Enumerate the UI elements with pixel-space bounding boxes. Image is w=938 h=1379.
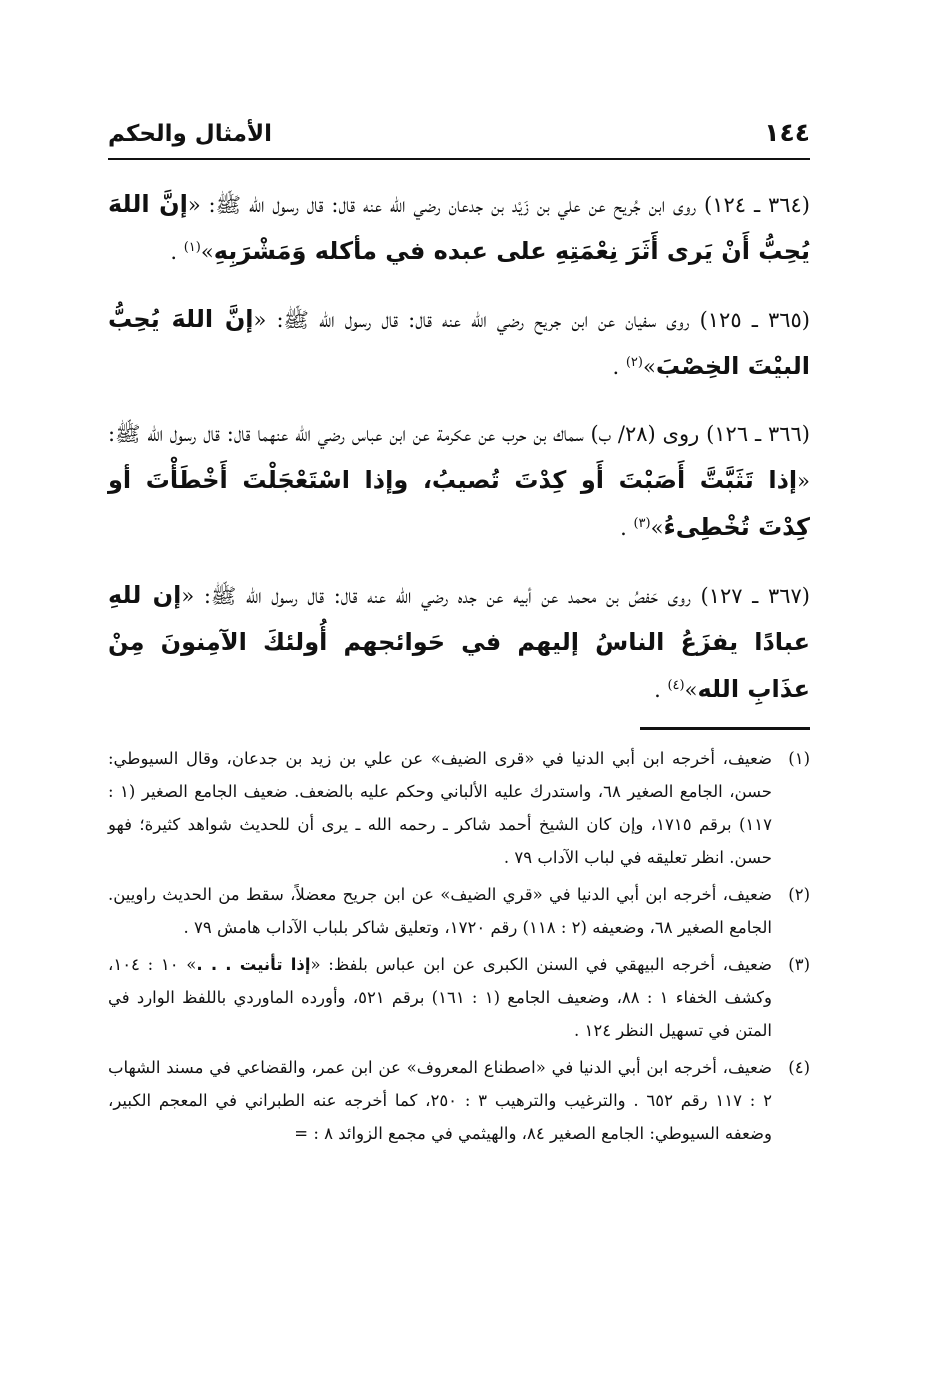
entry-end: . bbox=[612, 355, 626, 379]
footnote-quoted-text: إذا تأنيت . . . bbox=[196, 955, 311, 974]
footnote-text: ضعيف، أخرجه ابن أبي الدنيا في «قرى الضيف» عن علي بن زيد بن جدعان، وقال السيوطي: حسن، الجامع الصغير ٦٨، واستدرك عليه الألباني وحكم عليه بالضعف. ضعيف الجامع الصغير (١ : ١١٧) برقم ١٧١٥، وإن كان الشيخ أحمد شاكر ـ رحمه الله ـ يرى أن للحديث شواهد كثيرة؛ فهو حسن. انظر تعليقه في لباب الآداب ٧٩ . bbox=[108, 749, 773, 867]
page-number: ١٤٤ bbox=[764, 118, 810, 147]
footnote bbox=[108, 742, 810, 874]
hadith-entry bbox=[108, 572, 810, 713]
footnotes bbox=[108, 742, 810, 1150]
entry-intro: (٣٦٤ ـ ١٢٤) روى ابن جُريح عن علي بن زَيْد بن جدعان رضي الله عنه قال: قال رسول الله ﷺ: « bbox=[187, 193, 810, 217]
hadith-text: إذا تَثَبَّتَّ أَصَبْتَ أَو كِدْتَ تُصيبُ، وإذا اسْتَعْجَلْتَ أَخْطَأْتَ أو كِدْتَ تُخْطِىءُ bbox=[108, 466, 810, 541]
footnote-ref[interactable]: (٤) bbox=[667, 678, 685, 693]
footnote-text: ضعيف، أخرجه ابن أبي الدنيا في «قري الضيف» عن ابن جريح معضلاً، سقط من الحديث راويين. الجامع الصغير ٦٨، وضعيفه (٢ : ١١٨) رقم ١٧٢٠، وتعليق شاكر بلباب الآداب هامش ٧٩ . bbox=[108, 885, 772, 937]
hadith-text: إن للهِ عبادًا يفزَعُ الناسُ إليهم في حَوائجهم أُولئكَ الآمِنونَ مِنْ عذَابِ الله bbox=[108, 581, 810, 703]
footnote-ref[interactable]: (٣) bbox=[633, 516, 651, 531]
book-page bbox=[108, 118, 810, 1154]
entry-end: . bbox=[654, 678, 668, 702]
footnote-number: (٤) bbox=[788, 1058, 810, 1077]
hadith-text: إنَّ اللهَ يُحِبُّ البيْتَ الخِصْبَ bbox=[108, 305, 810, 380]
footnote bbox=[108, 948, 810, 1047]
quote-close: » bbox=[200, 240, 214, 264]
entry-end: . bbox=[620, 516, 634, 540]
footnote-number: (٣) bbox=[788, 955, 810, 974]
footnote-text bbox=[108, 948, 772, 1047]
footnote bbox=[108, 1051, 810, 1150]
quote-close: » bbox=[650, 516, 664, 540]
footnote-text-start: ضعيف، أخرجه البيهقي في السنن الكبرى عن ابن عباس بلفظ: « bbox=[310, 955, 772, 974]
footnote bbox=[108, 878, 810, 944]
page-header bbox=[108, 118, 810, 160]
entry-intro: (٣٦٦ ـ ١٢٦) روى (٢٨/ ب) سماك بن حرب عن عكرمة عن ابن عباس رضي الله عنهما قال: قال رسول الله ﷺ: « bbox=[108, 422, 810, 493]
main-text bbox=[108, 181, 810, 713]
running-title: الأمثال والحكم bbox=[108, 121, 273, 147]
entry-end: . bbox=[170, 240, 184, 264]
footnote-ref[interactable]: (٢) bbox=[625, 355, 643, 370]
hadith-entry bbox=[108, 296, 810, 390]
hadith-entry bbox=[108, 181, 810, 275]
hadith-entry bbox=[108, 411, 810, 551]
entry-intro: (٣٦٧ ـ ١٢٧) روى حَفصُ بن محمد عن أبيه عن جده رضي الله عنه قال: قال رسول الله ﷺ: « bbox=[181, 584, 810, 608]
footnote-ref[interactable]: (١) bbox=[183, 240, 201, 255]
quote-close: » bbox=[684, 678, 698, 702]
hadith-text: إنَّ اللهَ يُحِبُّ أَنْ يَرى أَثَرَ نِعْمَتِهِ على عبده في مأكله وَمَشْرَبِهِ bbox=[108, 190, 810, 265]
footnote-divider bbox=[640, 727, 810, 730]
footnote-text-end: » ١٠ : ١٠٤، وكشف الخفاء ١ : ٨٨، وضعيف الجامع (١ : ١٦١) برقم ٥٢١، وأورده الماوردي باللفظ الوارد في المتن في تسهيل النظر ١٢٤ . bbox=[108, 955, 772, 1040]
footnote-text: ضعيف، أخرجه ابن أبي الدنيا في «اصطناع المعروف» عن ابن عمر، والقضاعي في مسند الشهاب ٢ : ١١٧ رقم ٦٥٢ . والترغيب والترهيب ٣ : ٢٥٠، كما أخرجه عنه الطبراني في المعجم الكبير، وضعفه السيوطي: الجامع الصغير ٨٤، والهيثمي في مجمع الزوائد ٨ : = bbox=[108, 1058, 773, 1143]
footnote-number: (١) bbox=[788, 749, 810, 768]
quote-close: » bbox=[642, 355, 656, 379]
entry-intro: (٣٦٥ ـ ١٢٥) روى سفيان عن ابن جريح رضي الله عنه قال: قال رسول الله ﷺ: « bbox=[253, 308, 810, 332]
footnote-number: (٢) bbox=[788, 885, 810, 904]
